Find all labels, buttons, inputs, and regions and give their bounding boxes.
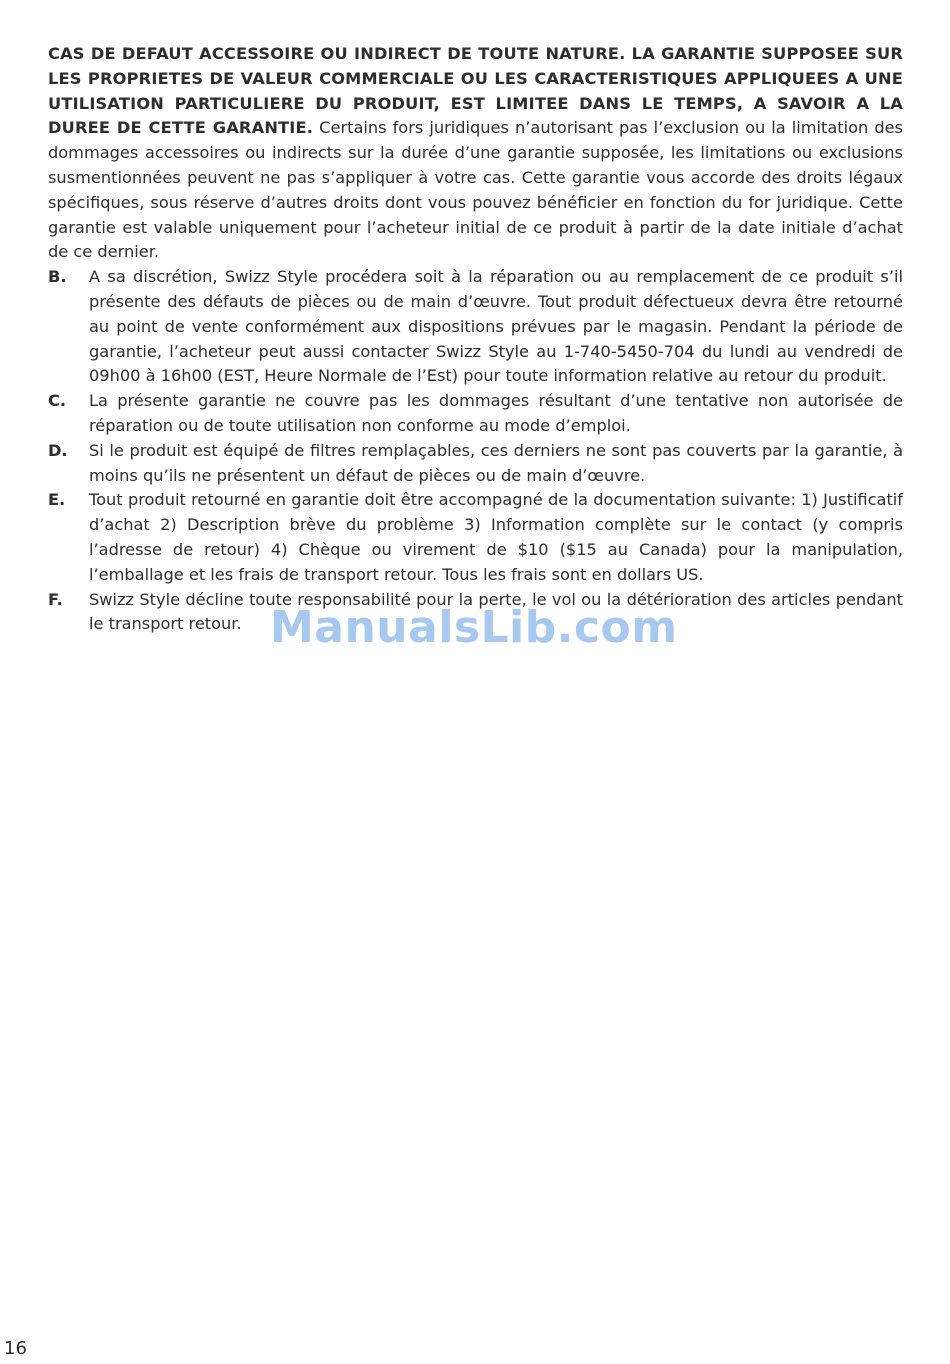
warranty-continuation-paragraph — [48, 42, 903, 265]
warranty-disclaimer-bold: CAS DE DEFAUT ACCESSOIRE OU INDIRECT DE TOUTE NATURE. LA GARANTIE SUPPOSEE SUR LES PROPRIETES DE VALEUR COMMERCIALE OU LES CARACTERISTIQUES APPLIQUEES A UNE UTILISATION PARTICULIERE DU PRODUIT, EST LIMITEE DANS LE TEMPS, A SAVOIR A LA DUREE DE CETTE GARANTIE. — [48, 44, 903, 138]
item-text: Swizz Style décline toute responsabilité pour la perte, le vol ou la détérioration des articles pendant le transport retour. — [89, 589, 903, 634]
watermark-logo: ManualsLib.com — [270, 602, 678, 653]
warranty-item-d — [48, 439, 903, 489]
item-letter: E. — [48, 490, 66, 510]
warranty-item-e — [48, 488, 903, 587]
item-text: A sa discrétion, Swizz Style procédera soit à la réparation ou au remplacement de ce produit s’il présente des défauts de pièces ou de main d’œuvre. Tout produit défectueux devra être retourné au point de vente conformément aux dispositions prévues par le magasin. Pendant la période de garantie, l’acheteur peut aussi contacter Swizz Style au 1-740-5450-704 du lundi au vendredi de 09h00 à 16h00 (EST, Heure Normale de l’Est) pour toute information relative au retour du produit. — [89, 267, 903, 386]
item-text: Si le produit est équipé de filtres remplaçables, ces derniers ne sont pas couverts par la garantie, à moins qu’ils ne présentent un défaut de pièces ou de main d’œuvre. — [89, 440, 903, 485]
warranty-disclaimer-text: Certains fors juridiques n’autorisant pas l’exclusion ou la limitation des dommages accessoires ou indirects sur la durée d’une garantie supposée, les limitations ou exclusions susmentionnées peuvent ne pas s’appliquer à votre cas. Cette garantie vous accorde des droits légaux spécifiques, sous réserve d’autres droits dont vous pouvez bénéficier en fonction du for juridique. Cette garantie est valable uniquement pour l’acheteur initial de ce produit à partir de la date initiale d’achat de ce dernier. — [48, 118, 903, 262]
item-letter: B. — [48, 267, 67, 287]
item-letter: F. — [48, 589, 63, 609]
page-number: 16 — [4, 1338, 27, 1359]
warranty-text-block — [48, 42, 903, 637]
item-text: La présente garantie ne couvre pas les dommages résultant d’une tentative non autorisée de réparation ou de toute utilisation non conforme au mode d’emploi. — [89, 391, 903, 435]
item-text: Tout produit retourné en garantie doit être accompagné de la documentation suivante: 1) Justificatif d’achat 2) Description brève du problème 3) Information complète sur le contact (y compris l’adresse de retour) 4) Chèque ou virement de $10 ($15 au Canada) pour la manipulation, l’emballage et les frais de transport retour. Tous les frais sont en dollars US. — [89, 490, 903, 584]
warranty-item-c — [48, 389, 903, 439]
item-letter: D. — [48, 440, 68, 460]
item-letter: C. — [48, 391, 67, 411]
warranty-item-b — [48, 265, 903, 389]
warranty-item-f — [48, 588, 903, 638]
